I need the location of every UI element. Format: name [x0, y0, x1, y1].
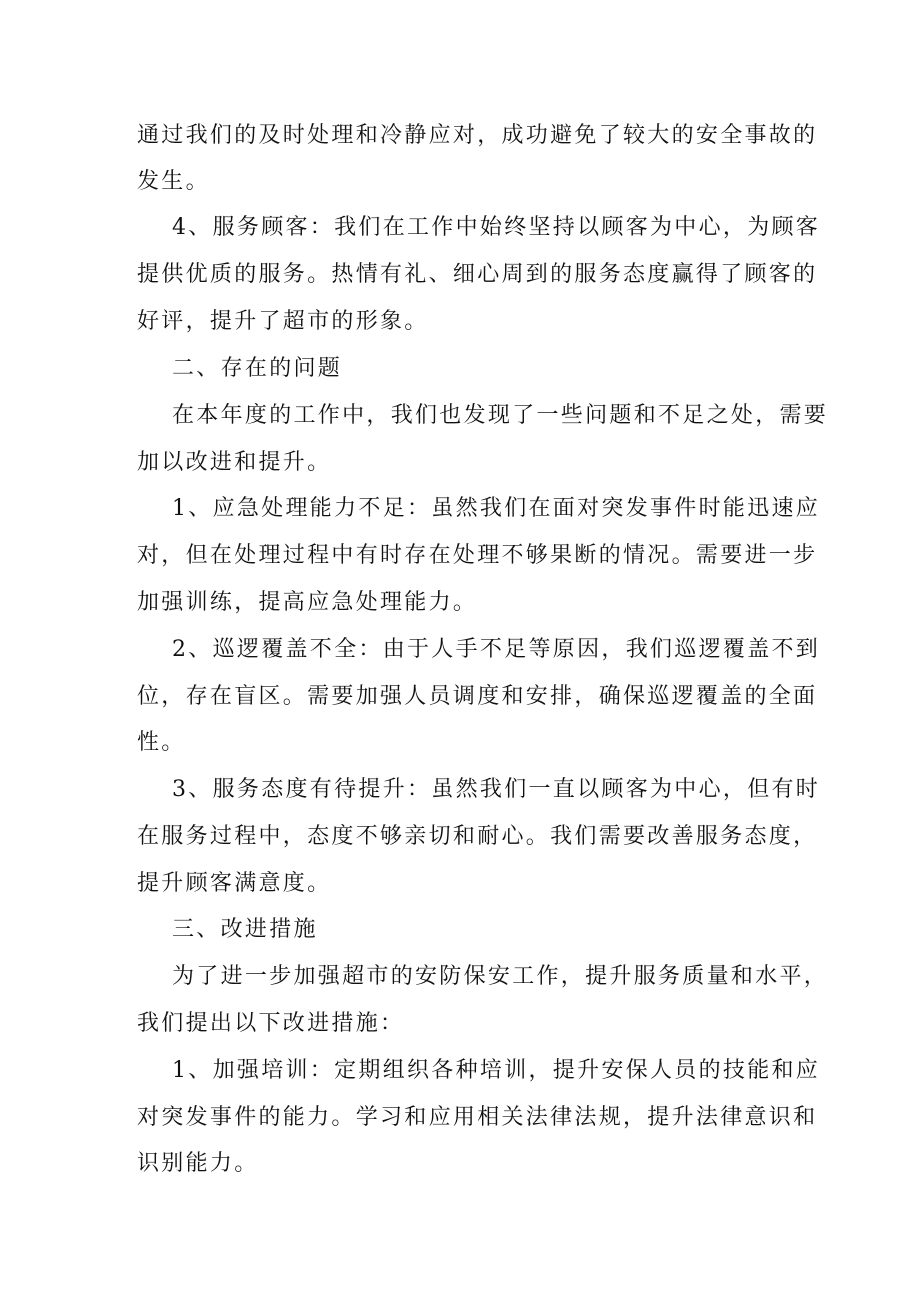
text-line: 识别能力。 [137, 1151, 259, 1176]
text-line: 我们提出以下改进措施： [137, 1011, 405, 1036]
text-line: 提升顾客满意度。 [137, 871, 332, 896]
section-heading-measures: 三、改进措施 [172, 917, 318, 942]
list-item-attitude: 3、服务态度有待提升：虽然我们一直以顾客为中心，但有时 [172, 777, 821, 802]
section-heading-problems: 二、存在的问题 [172, 356, 343, 381]
list-item-service: 4、服务顾客：我们在工作中始终坚持以顾客为中心，为顾客 [172, 215, 821, 240]
text-line: 对突发事件的能力。学习和应用相关法律法规，提升法律意识和 [137, 1105, 818, 1130]
list-item-training: 1、加强培训：定期组织各种培训，提升安保人员的技能和应 [172, 1058, 821, 1083]
text-line: 发生。 [137, 169, 210, 194]
list-item-emergency: 1、应急处理能力不足：虽然我们在面对突发事件时能迅速应 [172, 496, 821, 521]
text-line: 好评，提升了超市的形象。 [137, 309, 429, 334]
text-line: 提供优质的服务。热情有礼、细心周到的服务态度赢得了顾客的 [137, 262, 818, 287]
text-line: 通过我们的及时处理和冷静应对，成功避免了较大的安全事故的 [137, 123, 818, 148]
list-item-patrol: 2、巡逻覆盖不全：由于人手不足等原因，我们巡逻覆盖不到 [172, 637, 821, 662]
text-line: 在服务过程中，态度不够亲切和耐心。我们需要改善服务态度， [137, 824, 818, 849]
text-line: 位，存在盲区。需要加强人员调度和安排，确保巡逻覆盖的全面 [137, 684, 818, 709]
text-line: 性。 [137, 730, 186, 755]
paragraph-measures-intro: 为了进一步加强超市的安防保安工作，提升服务质量和水平， [172, 964, 829, 989]
text-line: 加强训练，提高应急处理能力。 [137, 590, 478, 615]
text-line: 对，但在处理过程中有时存在处理不够果断的情况。需要进一步 [137, 543, 818, 568]
text-line: 加以改进和提升。 [137, 450, 332, 475]
paragraph-intro: 在本年度的工作中，我们也发现了一些问题和不足之处，需要 [172, 403, 829, 428]
